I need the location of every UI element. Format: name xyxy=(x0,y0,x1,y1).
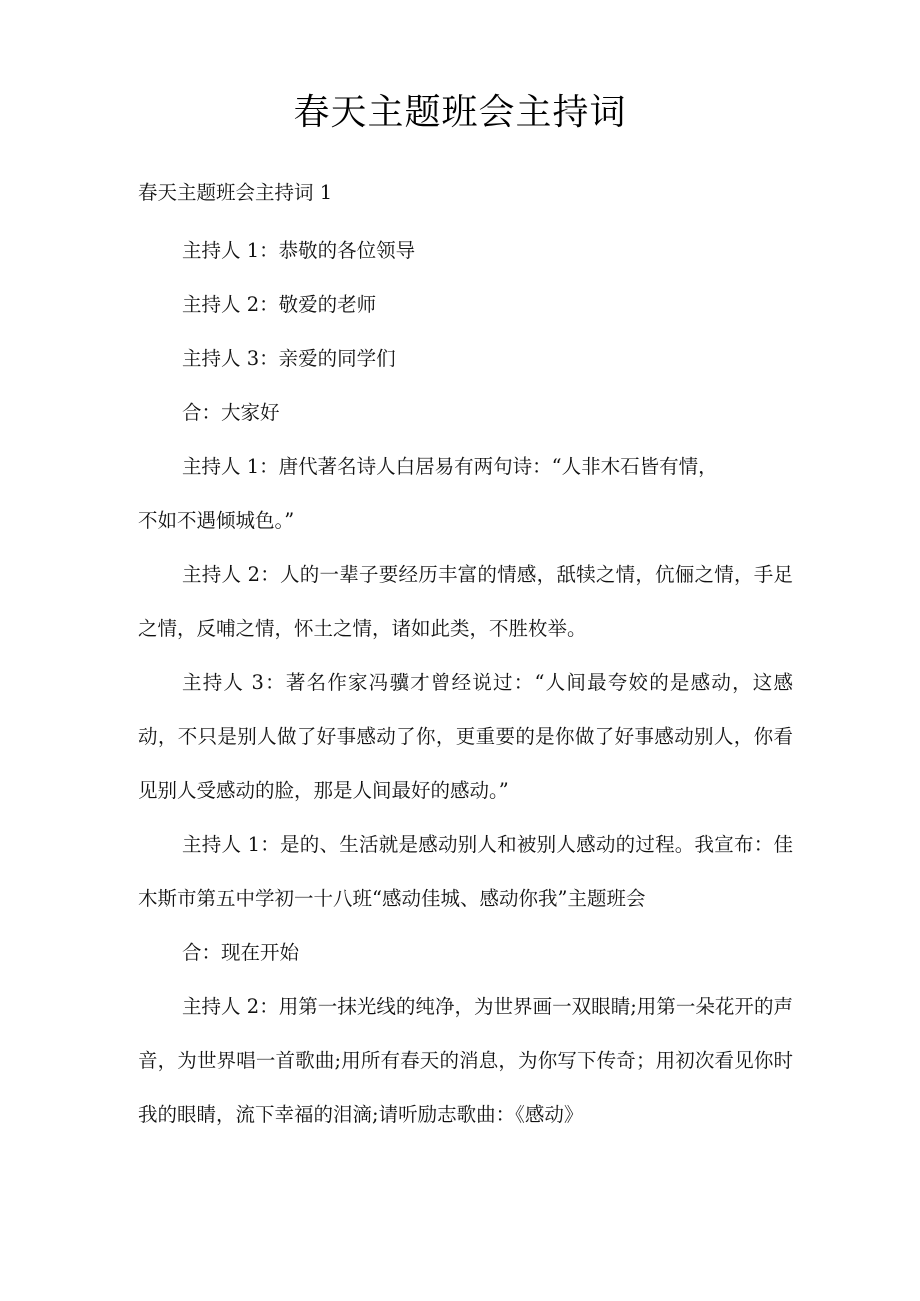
paragraph-host1-poem: 主持人 1：唐代著名诗人白居易有两句诗：“人非木石皆有情， xyxy=(182,455,718,478)
paragraph-host2-song: 主持人 2：用第一抹光线的纯净，为世界画一双眼睛;用第一朵花开的声音，为世界唱一首歌曲;用所有春天的消息，为你写下传奇；用初次看见你时我的眼睛，流下幸福的泪滴;请听励志歌曲：《感动》 xyxy=(138,995,793,1126)
paragraph-host1-greeting: 主持人 1：恭敬的各位领导 xyxy=(182,239,416,262)
section-heading: 春天主题班会主持词 1 xyxy=(138,181,333,204)
paragraph-all-greeting: 合：大家好 xyxy=(182,401,280,424)
paragraph-host3-greeting: 主持人 3：亲爱的同学们 xyxy=(182,347,396,370)
paragraph-host2-greeting: 主持人 2：敬爱的老师 xyxy=(182,293,377,316)
paragraph-host3-quote: 主持人 3：著名作家冯骥才曾经说过：“人间最夸姣的是感动，这感动，不只是别人做了好事感动了你，更重要的是你做了好事感动别人，你看见别人受感动的脸，那是人间最好的感动。” xyxy=(138,671,793,802)
document-title: 春天主题班会主持词 xyxy=(293,92,627,133)
paragraph-host1-announce: 主持人 1：是的、生活就是感动别人和被别人感动的过程。我宣布：佳木斯市第五中学初一十八班“感动佳城、感动你我”主题班会 xyxy=(138,833,793,910)
document-body xyxy=(138,166,793,1142)
paragraph-all-start: 合：现在开始 xyxy=(182,941,300,964)
paragraph-host2-emotions: 主持人 2：人的一辈子要经历丰富的情感，舐犊之情，伉俪之情，手足之情，反哺之情，怀土之情，诸如此类，不胜枚举。 xyxy=(138,563,793,640)
paragraph-poem-continuation: 不如不遇倾城色。” xyxy=(138,509,295,532)
